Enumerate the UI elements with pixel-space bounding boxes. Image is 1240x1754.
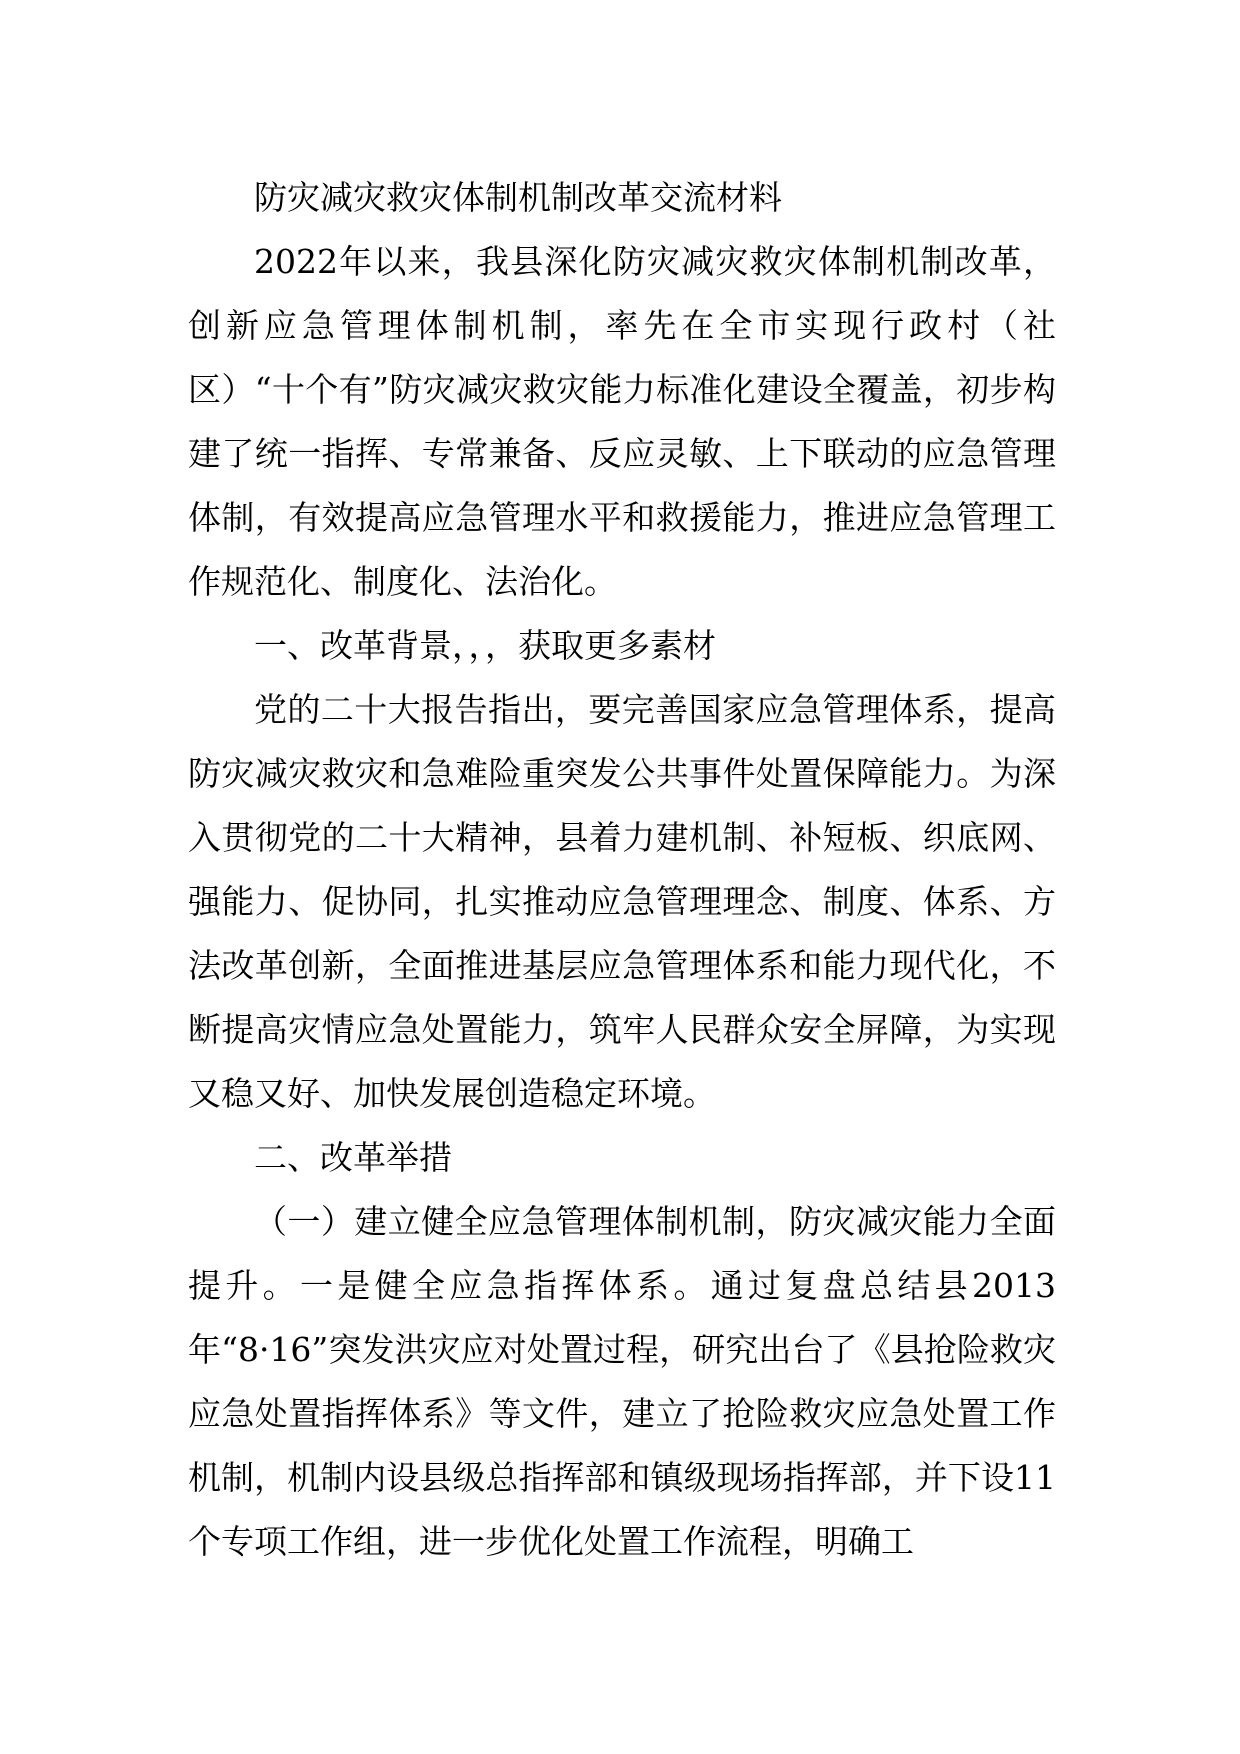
- section-2-paragraph: （一）建立健全应急管理体制机制，防灾减灾能力全面提升。一是健全应急指挥体系。通过复盘总结县2013年“8·16”突发洪灾应对处置过程，研究出台了《县抢险救灾应急处置指挥体系》等文件，建立了抢险救灾应急处置工作机制，机制内设县级总指挥部和镇级现场指挥部，并下设11个专项工作组，进一步优化处置工作流程，明确工: [188, 1202, 1056, 1561]
- section-2-heading: 二、改革举措: [254, 1138, 452, 1177]
- section-1-heading: 一、改革背景，，，获取更多素材: [254, 626, 716, 665]
- intro-paragraph: 2022年以来，我县深化防灾减灾救灾体制机制改革，创新应急管理体制机制，率先在全市实现行政村（社区）“十个有”防灾减灾救灾能力标准化建设全覆盖，初步构建了统一指挥、专常兼备、反应灵敏、上下联动的应急管理体制，有效提高应急管理水平和救援能力，推进应急管理工作规范化、制度化、法治化。: [188, 242, 1056, 601]
- document-title: 防灾减灾救灾体制机制改革交流材料: [254, 178, 782, 217]
- section-1-paragraph: 党的二十大报告指出，要完善国家应急管理体系，提高防灾减灾救灾和急难险重突发公共事件处置保障能力。为深入贯彻党的二十大精神，县着力建机制、补短板、织底网、强能力、促协同，扎实推动应急管理理念、制度、体系、方法改革创新，全面推进基层应急管理体系和能力现代化，不断提高灾情应急处置能力，筑牢人民群众安全屏障，为实现又稳又好、加快发展创造稳定环境。: [188, 690, 1056, 1113]
- document-body: [188, 166, 1056, 1574]
